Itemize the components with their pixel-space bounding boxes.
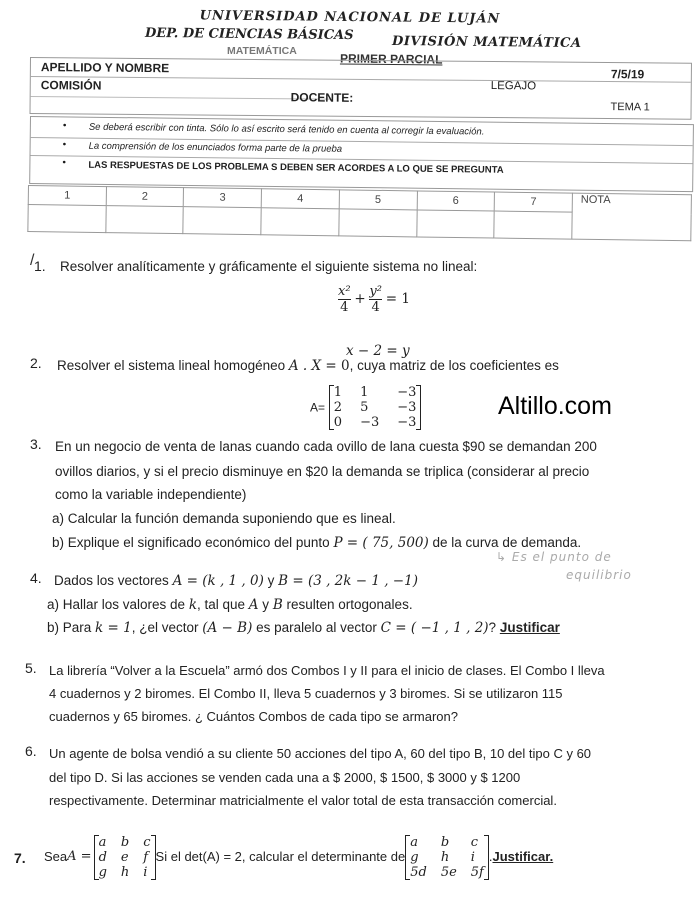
text: , cuya matriz de los coeficientes es [349, 358, 559, 373]
question-3-line: como la variable independiente) [55, 487, 247, 502]
matrix-cell: 0 [333, 415, 343, 430]
matrix-cell: 5d [410, 864, 427, 880]
grade-cell [261, 208, 339, 236]
matrix-cell: 2 [333, 400, 343, 415]
matrix-cell: −3 [397, 385, 417, 400]
text: , tal que [197, 597, 249, 612]
question-number: 7. [14, 850, 26, 866]
question-number: 6. [25, 743, 37, 759]
question-5-line: La librería “Volver a la Escuela” armó dos Combos I y II para el inicio de clases. El Combo I lleva [49, 663, 605, 678]
matrix-cell: 1 [360, 385, 369, 400]
question-6-line: respectivamente. Determinar matricialmente el valor total de esta transacción comercial. [49, 793, 557, 808]
equation-line: x − 2 = y [346, 343, 410, 359]
justify-label: Justificar. [492, 849, 554, 864]
matrix [405, 835, 489, 880]
question-4b [47, 617, 560, 639]
denominator: 4 [371, 300, 380, 315]
grade-col-header: 7 [494, 192, 572, 212]
handwritten-note: equilibrio [566, 568, 632, 582]
question-number: 3. [30, 436, 42, 452]
math: k = 1 [95, 620, 132, 636]
text: a) Hallar los valores de [47, 597, 189, 612]
math: (A − B) [202, 620, 253, 636]
question-3-line: ovillos diarios, y si el precio disminuye en $20 la demanda se triplica (considerar al precio [55, 464, 590, 479]
question-4a [47, 594, 413, 616]
fraction [369, 284, 382, 315]
instruction-item: Se deberá escribir con tinta. Sólo lo así escrito será tenido en cuenta al corregir la evaluación. [88, 121, 485, 138]
matrix-cell: −3 [397, 415, 417, 430]
matrix-cell: −3 [360, 415, 380, 430]
grade-cell [494, 211, 572, 239]
matrix-cell: e [120, 849, 129, 865]
grade-cell [28, 205, 106, 233]
question-2-text [57, 355, 559, 377]
question-6-line: Un agente de bolsa vendió a su cliente 50 acciones del tipo A, 60 del tipo B, 10 del tipo C y 60 [49, 746, 592, 761]
instructions-box [29, 116, 694, 192]
math: B = (3 , 2k − 1 , −1) [278, 573, 418, 589]
matrix-cell: −3 [397, 400, 417, 415]
question-7-text [44, 830, 553, 884]
text: Resolver el sistema lineal homogéneo [57, 358, 289, 373]
grade-col-header: 2 [106, 187, 184, 207]
exam-title: PRIMER PARCIAL [339, 51, 443, 67]
grade-cell [106, 206, 184, 234]
text: y [263, 573, 279, 588]
matrix-cell: c [470, 834, 479, 850]
grade-col-header: 3 [184, 188, 262, 208]
matrix-cell: i [470, 849, 475, 865]
question-5-line: 4 cuadernos y 2 biromes. El Combo II, lleva 5 cuadernos y 3 biromes. Si se utilizaron 115 [49, 686, 563, 701]
student-info-box [30, 57, 692, 120]
question-number: 1. [34, 258, 46, 274]
question-1-text: Resolver analíticamente y gráficamente el siguiente sistema no lineal: [60, 259, 478, 274]
instruction-item: La comprensión de los enunciados forma parte de la prueba [88, 140, 343, 155]
math: A = (k , 1 , 0) [172, 573, 264, 589]
numerator: y² [369, 284, 382, 299]
matrix [329, 385, 422, 430]
fraction [338, 284, 351, 315]
bullet-icon: • [62, 157, 67, 169]
instruction-item: LAS RESPUESTAS DE LOS PROBLEMA S DEBEN SER ACORDES A LO QUE SE PREGUNTA [88, 159, 504, 176]
grade-col-header: 1 [28, 186, 106, 206]
university-title: UNIVERSIDAD NACIONAL DE LUJÁN [199, 8, 501, 27]
exam-date: 7/5/19 [610, 67, 645, 82]
grade-col-header: 5 [339, 190, 417, 210]
numerator: x² [338, 284, 351, 299]
matrix-cell: a [410, 834, 418, 850]
question-number: 2. [30, 355, 42, 371]
plus-sign: + [354, 291, 366, 308]
text: de la curva de demanda. [428, 535, 582, 550]
text: Dados los vectores [54, 573, 173, 588]
text: . [488, 849, 493, 864]
matrix-cell: 5e [440, 864, 457, 880]
commission-label: COMISIÓN [40, 78, 102, 93]
matrix-cell: 1 [333, 385, 343, 400]
name-label: APELLIDO Y NOMBRE [40, 60, 170, 76]
math: A [248, 597, 259, 613]
subject-title: MATEMÁTICA [227, 45, 297, 57]
grade-cell [183, 207, 261, 235]
question-6-line: del tipo D. Si las acciones se venden cada una a $ 2000, $ 1500, $ 3000 y $ 1200 [49, 770, 521, 785]
grade-col-header: 4 [261, 189, 339, 209]
grade-cell [339, 209, 417, 237]
docente-label: DOCENTE: [290, 90, 354, 105]
legajo-label: LEGAJO [490, 80, 537, 93]
matrix-cell: h [440, 849, 450, 865]
matrix-cell: b [120, 834, 130, 850]
text: es paralelo al vector [252, 620, 381, 635]
math: A . X [288, 358, 322, 374]
matrix [94, 835, 156, 880]
matrix-cell: h [120, 864, 130, 880]
grade-table [27, 185, 692, 241]
question-3a: a) Calcular la función demanda suponiendo que es lineal. [52, 511, 396, 526]
math: A = [67, 849, 92, 864]
matrix-cell: a [98, 834, 107, 850]
check-mark-icon: / [30, 252, 35, 269]
math: = 0 [321, 358, 350, 374]
math: B [272, 597, 283, 613]
grade-col-header-nota: NOTA [572, 193, 692, 241]
text: y [258, 597, 273, 612]
matrix-cell: i [143, 864, 148, 880]
divider [31, 76, 691, 83]
text: b) Explique el significado económico del punto [52, 535, 334, 550]
handwritten-note: ↳ Es el punto de [496, 550, 612, 564]
matrix-cell: f [143, 849, 149, 865]
justify-label: Justificar [499, 620, 560, 635]
text: resulten ortogonales. [282, 597, 413, 612]
question-number: 4. [30, 570, 42, 586]
question-3-line: En un negocio de venta de lanas cuando cada ovillo de lana cuesta $90 se demandan 200 [55, 439, 597, 454]
math: k [188, 597, 197, 613]
matrix-cell: b [440, 834, 450, 850]
math: C = ( −1 , 1 , 2) [380, 620, 489, 636]
matrix-cell: d [98, 849, 107, 865]
coefficient-matrix [310, 385, 421, 430]
tema-label: TEMA 1 [610, 101, 650, 114]
department-title: DEP. DE CIENCIAS BÁSICAS [144, 25, 354, 44]
matrix-cell: 5 [360, 400, 369, 415]
matrix-cell: 5f [470, 864, 484, 880]
question-4-text [54, 570, 418, 592]
text: , ¿el vector [131, 620, 203, 635]
grade-col-header: 6 [417, 191, 495, 211]
divider [31, 96, 331, 100]
text: b) Para [47, 620, 96, 635]
text: ? [488, 620, 500, 635]
grade-cell [416, 210, 494, 238]
question-5-line: cuadernos y 65 biromes. ¿ Cuántos Combos de cada tipo se armaron? [49, 709, 458, 724]
question-number: 5. [25, 660, 37, 676]
math: P = ( 75, 500) [333, 535, 429, 551]
equation-rhs: = 1 [385, 291, 410, 308]
watermark: Altillo.com [498, 392, 612, 420]
equation-ellipse [338, 284, 410, 315]
matrix-label: A= [310, 400, 326, 415]
matrix-cell: c [143, 834, 151, 850]
division-title: DIVISIÓN MATEMÁTICA [391, 34, 582, 51]
denominator: 4 [340, 300, 349, 315]
matrix-cell: g [410, 849, 419, 865]
text: Si el det(A) = 2, calcular el determinante de [155, 849, 406, 864]
bullet-icon: • [62, 139, 67, 151]
bullet-icon: • [62, 120, 67, 132]
matrix-cell: g [98, 864, 107, 880]
text: Sea [44, 849, 68, 864]
